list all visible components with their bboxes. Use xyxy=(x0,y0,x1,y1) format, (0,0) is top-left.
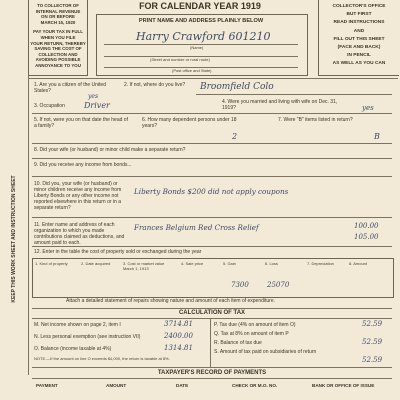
side-label: KEEP THIS WORK SHEET AND INSTRUCTION SHEET xyxy=(11,175,17,303)
q3-answer: Driver xyxy=(84,101,110,110)
q7-answer: B xyxy=(374,132,380,141)
left-line: MARCH 15, 1920 xyxy=(40,19,76,25)
right-line: IN PENCIL xyxy=(347,53,371,59)
left-margin-rule xyxy=(28,75,29,375)
q4-label: 4. Were you married and living with wife on Dec. 31, 1919? xyxy=(222,99,338,111)
right-line: AS WELL AS YOU CAN xyxy=(332,61,386,67)
payments-column: CHECK OR M.O. NO. xyxy=(232,383,278,388)
q6-label: 6. How many dependent persons under 18 years? xyxy=(142,117,237,129)
right-line: FILL OUT THIS SHEET xyxy=(333,36,385,42)
table-header: 7. Depreciation xyxy=(307,261,334,266)
q3-label: 3. Occupation xyxy=(34,103,65,109)
calc-row-label: M. Net income shown on page 2, item I xyxy=(34,322,121,328)
q11-label: 11. Enter name and address of each organization to which you made contributions claimed as deductions, and amount paid to each. xyxy=(34,222,125,246)
payments-column: PAYMENT xyxy=(36,383,58,388)
left-line: ANNOYANCE TO YOU xyxy=(35,62,81,68)
right-line: COLLECTOR'S OFFICE xyxy=(332,4,386,9)
q4-answer: yes xyxy=(362,104,374,112)
payments-column: BANK OR OFFICE OF ISSUE xyxy=(312,383,375,388)
left-line: SAVING THE COST OF xyxy=(34,46,82,52)
left-line: AVOIDING POSSIBLE xyxy=(35,57,81,63)
table-header: 2. Date acquired xyxy=(81,261,111,266)
calc-right-label: R. Balance of tax due xyxy=(214,340,262,346)
calc-right-label: Q. Tax at 8% on amount of item P xyxy=(214,331,289,337)
payments-column: AMOUNT xyxy=(106,383,127,388)
left-line: WHEN YOU FILE xyxy=(40,34,76,40)
payments-heading: TAXPAYER'S RECORD OF PAYMENTS xyxy=(157,370,267,376)
payments-column: DATE xyxy=(176,383,189,388)
print-heading: PRINT NAME AND ADDRESS PLAINLY BELOW xyxy=(138,18,264,24)
table-header: 5. Gain xyxy=(223,261,236,266)
calc-right-value: 52.59 xyxy=(362,356,383,364)
q11-line xyxy=(32,246,392,247)
left-line: INTERNAL REVENUE xyxy=(35,8,81,14)
q1-label: 1. Are you a citizen of the United States? xyxy=(34,82,106,94)
calc-note: NOTE.—If the amount on line O exceeds $4,000, the return is taxable at 8%. xyxy=(34,356,170,361)
calc-row-value: 3714.81 xyxy=(164,320,193,328)
q8-line xyxy=(32,158,392,159)
q3-line xyxy=(32,113,392,114)
q11-amount-2: 105.00 xyxy=(354,233,379,241)
q5-label: 5. If not, were you on that date the head of a family? xyxy=(34,117,128,129)
left-line: PAY YOUR TAX IN FULL xyxy=(33,29,83,35)
calc-rule-top xyxy=(32,308,392,309)
calc-divider xyxy=(210,318,211,367)
table-entry: 7300 xyxy=(231,281,249,289)
calc-right-label: P. Tax due (4% on amount of item O) xyxy=(214,322,296,328)
right-instruction-panel xyxy=(318,0,399,76)
left-line: ON OR BEFORE xyxy=(41,14,75,20)
q12-label: 12. Enter in the table the cost of property sold or exchanged during the year xyxy=(34,249,202,255)
right-line: AND xyxy=(353,28,365,34)
calc-right-value: 52.59 xyxy=(362,320,383,328)
left-instruction-panel xyxy=(28,0,88,76)
payments-rule-2 xyxy=(32,378,392,379)
table-footnote: Attach a detailed statement of repairs showing nature and amount of each item of expenditure. xyxy=(66,298,276,304)
q10-line xyxy=(32,217,392,218)
section-rule xyxy=(28,78,398,79)
table-header: 8. Amount xyxy=(349,261,368,266)
calc-row-label: O. Balance (income taxable at 4%) xyxy=(34,346,112,352)
q2-label: 2. If not, where do you live? xyxy=(124,82,186,88)
calc-right-label: S. Amount of tax paid on subsidiaries of return xyxy=(214,349,317,355)
street-caption: (Street and number or rural route) xyxy=(150,57,210,62)
calc-heading: CALCULATION OF TAX xyxy=(178,310,246,316)
table-entry: 25070 xyxy=(267,281,290,289)
payments-rule xyxy=(32,367,392,368)
calc-row-value: 1314.81 xyxy=(164,344,193,352)
right-line: READ INSTRUCTIONS xyxy=(333,20,385,26)
q8-label: 8. Did your wife (or husband) or minor child make a separate return? xyxy=(34,147,186,153)
q5-line xyxy=(32,143,392,144)
calc-rule xyxy=(32,318,392,319)
left-line: TO COLLECTOR OF xyxy=(37,3,79,8)
q10-answer: Liberty Bonds $200 did not apply coupons xyxy=(134,187,289,196)
table-header: 1. Kind of property xyxy=(35,261,68,266)
q10-label: 10. Did you, your wife (or husband) or minor children receive any income from Liberty Bonds or any other income not reported elsewhere in this return or in a separate return? xyxy=(34,181,122,211)
name-caption: (Name) xyxy=(190,45,204,50)
q6-answer: 2 xyxy=(232,132,238,141)
q1-answer: yes xyxy=(88,93,99,100)
calc-right-value: 52.59 xyxy=(362,338,383,346)
right-line: BUT FIRST xyxy=(346,12,372,18)
table-header: 4. Sale price xyxy=(181,261,204,266)
calc-row-value: 2400.00 xyxy=(164,332,193,340)
left-line: COLLECTION AND xyxy=(38,51,78,57)
calc-row-label: N. Less personal exemption (see instruction VII) xyxy=(34,334,141,340)
post-office-caption: (Post office and State) xyxy=(172,68,212,73)
q9-label: 9. Did you receive any income from bonds... xyxy=(34,162,132,168)
q2-answer: Broomfield Colo xyxy=(200,82,274,92)
name-value: Harry Crawford 601210 xyxy=(136,30,271,43)
property-table xyxy=(32,258,394,298)
form-title: FOR CALENDAR YEAR 1919 xyxy=(139,1,261,11)
q9-line xyxy=(32,176,392,177)
table-header: 6. Loss xyxy=(265,261,278,266)
q7-label: 7. Were "B" items listed in return? xyxy=(278,117,353,123)
left-line: YOUR RETURN, THEREBY xyxy=(30,40,86,46)
q11-amount-1: 100.00 xyxy=(354,222,379,230)
right-line: (FACE AND BACK) xyxy=(337,45,381,51)
table-header: 3. Cost or market value March 1, 1913 xyxy=(123,261,165,271)
q11-answer: Frances Belgium Red Cross Relief xyxy=(134,223,259,232)
q2-line xyxy=(196,94,392,95)
